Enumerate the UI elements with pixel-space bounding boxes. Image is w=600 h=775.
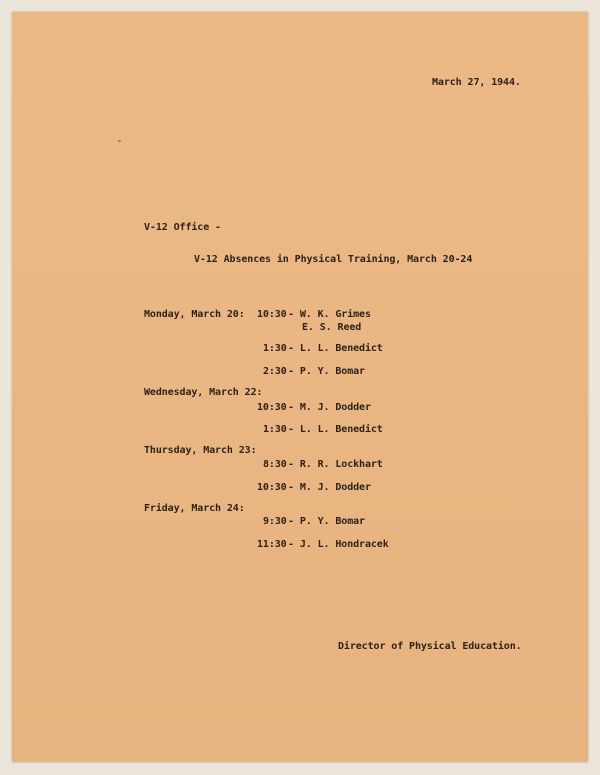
subject-line: V-12 Absences in Physical Training, March 20-24 xyxy=(194,254,473,265)
time-slot: 10:30 xyxy=(257,402,287,413)
time-slot: 10:30 xyxy=(257,482,287,493)
day-label-friday: Friday, March 24: xyxy=(144,503,245,514)
time-slot: 8:30 xyxy=(263,459,287,470)
student-name: - M. J. Dodder xyxy=(288,402,371,413)
day-label-thursday: Thursday, March 23: xyxy=(144,445,257,456)
signature-line: Director of Physical Education. xyxy=(338,641,522,652)
time-slot: 10:30 xyxy=(257,309,287,320)
student-name: - M. J. Dodder xyxy=(288,482,371,493)
student-name: E. S. Reed xyxy=(302,322,362,333)
letter-date: March 27, 1944. xyxy=(432,77,521,88)
student-name: - L. L. Benedict xyxy=(288,343,383,354)
document-page xyxy=(12,12,588,762)
student-name: - W. K. Grimes xyxy=(288,309,371,320)
time-slot: 11:30 xyxy=(257,539,287,550)
time-slot: 1:30 xyxy=(263,343,287,354)
time-slot: 9:30 xyxy=(263,516,287,527)
time-slot: 2:30 xyxy=(263,366,287,377)
student-name: - J. L. Hondracek xyxy=(288,539,389,550)
student-name: - L. L. Benedict xyxy=(288,424,383,435)
day-label-wednesday: Wednesday, March 22: xyxy=(144,387,263,398)
student-name: - R. R. Lockhart xyxy=(288,459,383,470)
time-slot: 1:30 xyxy=(263,424,287,435)
student-name: - P. Y. Bomar xyxy=(288,516,365,527)
addressee: V-12 Office - xyxy=(144,222,221,233)
paper-speck xyxy=(118,140,121,142)
day-label-monday: Monday, March 20: xyxy=(144,309,245,320)
student-name: - P. Y. Bomar xyxy=(288,366,365,377)
